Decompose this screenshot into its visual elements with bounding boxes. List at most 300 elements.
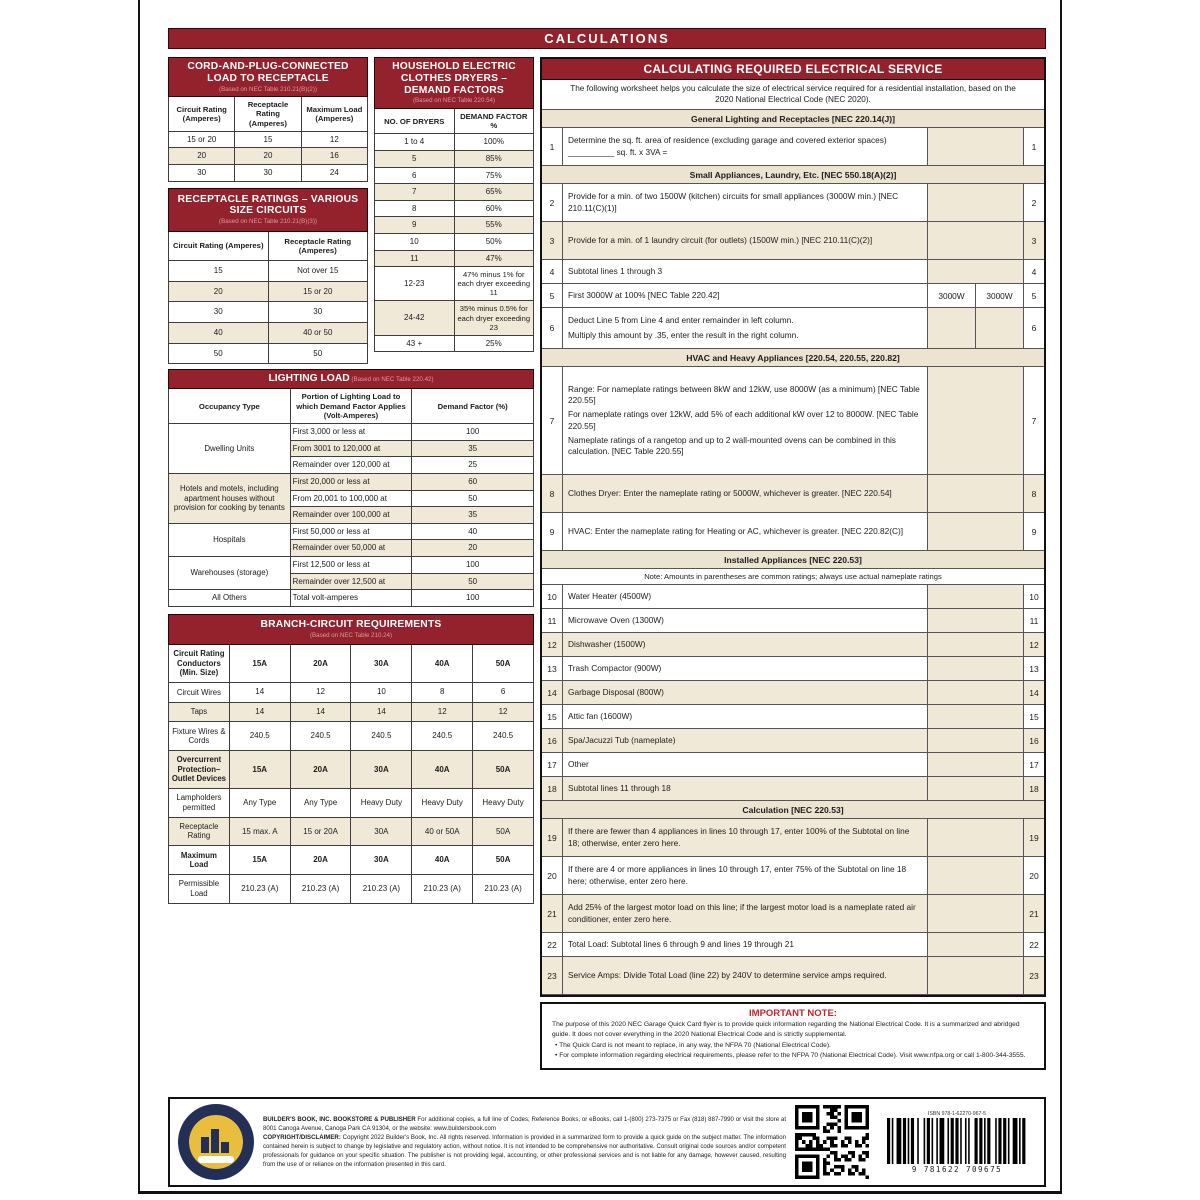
td-el: 50A	[473, 750, 534, 788]
line-number: 13	[547, 663, 557, 674]
tr-el	[375, 250, 534, 267]
important-note-title: IMPORTANT NOTE:	[749, 1008, 837, 1019]
td-el: 14	[229, 682, 290, 702]
rect-el	[823, 1140, 827, 1144]
td-el: First 3,000 or less at	[290, 424, 412, 441]
rect-el	[851, 1154, 855, 1158]
td-el: Maximum Load (Amperes)	[301, 97, 367, 132]
line-number: 3	[1024, 222, 1044, 259]
line-description	[562, 367, 928, 474]
rect-el	[830, 1140, 834, 1144]
td-el: Circuit Rating (Amperes)	[169, 97, 235, 132]
worksheet-section-header: HVAC and Heavy Appliances [220.54, 220.55, 220.82]	[542, 349, 1044, 367]
logo-inner-circle	[189, 1115, 243, 1169]
line-number: 16	[542, 729, 562, 752]
rect-el	[827, 1137, 831, 1141]
publisher-contact: For additional copies, a full line of Codes, Reference Books, or eBooks, call 1-(800) 273-7375 or Fax (818) 887-7990 or visit the store at 8001 Canoga Avenue, Canoga Park CA 91304, or the website: www.buildersbook.com	[263, 1115, 787, 1132]
td-el: 25%	[454, 335, 534, 352]
td-el: Occupancy Type	[169, 389, 291, 424]
rect-el	[855, 1144, 859, 1148]
rect-el	[865, 1151, 869, 1155]
rect-el	[858, 1172, 862, 1176]
p-el: Provide for a min. of 1 laundry circuit (for outlets) (1500W min.) [NEC 210.11(C)(2)]	[568, 234, 873, 245]
line-number: 2	[1031, 197, 1037, 208]
line-number: 1	[1031, 141, 1037, 152]
branch-circuit-requirements-table	[168, 614, 534, 904]
line-number: 22	[1029, 939, 1039, 950]
rect-el	[816, 1144, 820, 1148]
td-el: Lampholders permitted	[169, 788, 230, 817]
line-number: 11	[547, 615, 557, 626]
div-el: (Based on NEC Table 210.24)	[309, 632, 393, 640]
rect-el	[848, 1168, 852, 1172]
td-el: 14	[290, 702, 351, 722]
rect-el	[830, 1151, 834, 1155]
tr-el	[169, 322, 368, 343]
rect-el	[806, 1147, 810, 1151]
rect-el	[965, 1118, 967, 1164]
td-el: Dwelling Units	[169, 424, 291, 474]
td-el: 210.23 (A)	[412, 874, 473, 903]
td-el: 50	[412, 490, 534, 507]
tr-el	[169, 148, 368, 165]
line-description	[562, 475, 928, 512]
td-el: Remainder over 50,000 at	[290, 540, 412, 557]
worksheet-value: 3000W	[928, 284, 976, 307]
rect-el	[827, 1112, 831, 1116]
td-el: 40A	[412, 644, 473, 682]
tr-el	[169, 97, 368, 132]
rect-el	[841, 1165, 845, 1169]
worksheet-entry-cell	[928, 585, 1024, 608]
isbn-text: ISBN 978-1-62270-967-5	[928, 1110, 986, 1117]
td-el: 30A	[351, 846, 412, 875]
line-number: 22	[547, 939, 557, 950]
worksheet-entry-cell	[928, 513, 1024, 550]
line-description	[562, 705, 928, 728]
line-number: 17	[547, 759, 557, 770]
td-el: Receptacle Rating (Amperes)	[235, 97, 301, 132]
td-el: 16	[301, 148, 367, 165]
line-description	[562, 260, 928, 283]
td-el: 35	[412, 440, 534, 457]
worksheet-section-header: Installed Appliances [NEC 220.53]	[542, 551, 1044, 569]
worksheet-entry-cell	[928, 777, 1024, 800]
rect-el	[830, 1126, 834, 1130]
worksheet-entry-cell	[928, 705, 1024, 728]
rect-el	[1008, 1118, 1010, 1164]
rect-el	[844, 1154, 848, 1158]
rect-el	[799, 1147, 803, 1151]
p-el: Garbage Disposal (800W)	[568, 686, 664, 697]
p-el: Trash Compactor (900W)	[568, 662, 662, 673]
p-el: Nameplate ratings of a rangetop and up to 2 wall-mounted ovens can be combined in this calculation. [NEC Table 220.55]	[568, 434, 896, 456]
rect-el	[834, 1137, 838, 1141]
td-el: 6	[473, 682, 534, 702]
td-el: 100	[412, 590, 534, 607]
td-el: Maximum Load	[169, 846, 230, 875]
td-el: 85%	[454, 150, 534, 167]
td-el: 30A	[351, 750, 412, 788]
tr-el	[375, 301, 534, 335]
td-el: 240.5	[229, 722, 290, 751]
td-el: 15	[235, 131, 301, 148]
td-el: 50A	[473, 846, 534, 875]
worksheet-entry-cell	[928, 222, 1024, 259]
td-el: 9	[375, 217, 455, 234]
td-el: 8	[375, 200, 455, 217]
logo-building-icon	[201, 1137, 209, 1153]
rect-el	[834, 1116, 838, 1120]
rect-el	[844, 1158, 848, 1162]
rect-el	[837, 1165, 841, 1169]
p-el: Service Amps: Divide Total Load (line 22) by 240V to determine service amps required.	[568, 969, 887, 980]
worksheet-entry-cell	[928, 957, 1024, 994]
tr-el	[169, 164, 368, 181]
line-number: 12	[1024, 633, 1044, 656]
publisher-footer	[168, 1097, 1046, 1187]
rect-el	[830, 1123, 834, 1127]
td-el: 12	[473, 702, 534, 722]
td-el: 20	[169, 281, 269, 302]
rect-el	[960, 1118, 962, 1164]
rect-el	[827, 1154, 831, 1158]
p-el: Other	[568, 758, 589, 769]
p-el: Provide for a min. of two 1500W (kitchen) circuits for small appliances (3000W min.) [NEC 210.11(C)(1)]	[568, 191, 899, 213]
td-el: 65%	[454, 184, 534, 201]
tr-el	[375, 58, 534, 109]
td-el: 20	[412, 540, 534, 557]
td-el: 40 or 50	[268, 322, 368, 343]
rect-el	[830, 1137, 834, 1141]
line-description	[562, 284, 928, 307]
line-number: 21	[1024, 895, 1044, 932]
td-el: 50A	[473, 817, 534, 846]
rect-el	[855, 1140, 859, 1144]
tr-el	[169, 750, 534, 788]
worksheet-line-16	[542, 729, 1044, 753]
rect-el	[911, 1118, 914, 1164]
worksheet-section-header: Calculation [NEC 220.53]	[542, 801, 1044, 819]
line-description	[562, 308, 928, 348]
rect-el	[865, 1154, 869, 1158]
rect-el	[823, 1158, 827, 1162]
p-el: HVAC: Enter the nameplate rating for Heating or AC, whichever is greater. [NEC 220.82(C)]	[568, 525, 904, 536]
rect-el	[1022, 1118, 1025, 1164]
rect-el	[855, 1168, 859, 1172]
rect-el	[795, 1144, 799, 1148]
tr-el	[169, 131, 368, 148]
rect-el	[851, 1151, 855, 1155]
worksheet-entry-cell	[928, 609, 1024, 632]
rect-el	[823, 1172, 827, 1176]
td-el: 50A	[473, 644, 534, 682]
rect-el	[940, 1118, 945, 1164]
line-number: 10	[547, 591, 557, 602]
div-el: (Based on NEC Table 210.21(B)(3))	[219, 218, 317, 226]
td-el: First 50,000 or less at	[290, 523, 412, 540]
tr-el	[169, 817, 534, 846]
rect-el	[823, 1165, 827, 1169]
rect-el	[979, 1118, 982, 1164]
rect-el	[995, 1118, 997, 1164]
worksheet-line-1	[542, 128, 1044, 166]
tr-el	[169, 389, 534, 424]
line-number: 23	[542, 957, 562, 994]
tr-el	[169, 523, 534, 540]
line-number: 3	[542, 222, 562, 259]
td-el: Heavy Duty	[473, 788, 534, 817]
p-el: Subtotal lines 1 through 3	[568, 265, 663, 276]
rect-el	[892, 1118, 894, 1164]
rect-el	[834, 1144, 838, 1148]
worksheet-entry-cell	[928, 933, 1024, 956]
td-el: 30	[235, 164, 301, 181]
td-el: 50%	[454, 233, 534, 250]
worksheet-line-19	[542, 819, 1044, 857]
rect-el	[827, 1172, 831, 1176]
receptacle-ratings-table	[168, 188, 368, 365]
line-description	[562, 657, 928, 680]
qr-code	[795, 1105, 869, 1179]
p-el: Spa/Jacuzzi Tub (nameplate)	[568, 734, 676, 745]
barcode-block	[878, 1111, 1036, 1174]
worksheet-line-2	[542, 184, 1044, 222]
worksheet-entry-cell	[928, 857, 1024, 894]
line-number: 1	[549, 141, 555, 152]
worksheet-entry-cell	[928, 308, 976, 348]
rect-el	[851, 1112, 862, 1123]
rect-el	[816, 1140, 820, 1144]
rect-el	[862, 1168, 866, 1172]
p-el: Water Heater (4500W)	[568, 590, 652, 601]
td-el: 100%	[454, 134, 534, 151]
worksheet-entry-cell	[976, 308, 1024, 348]
worksheet-note: Note: Amounts in parentheses are common ratings; always use actual nameplate ratings	[542, 569, 1044, 585]
td-el: 240.5	[473, 722, 534, 751]
worksheet-line-22	[542, 933, 1044, 957]
div-el: HOUSEHOLD ELECTRIC CLOTHES DRYERS – DEMAND FACTORS	[392, 61, 516, 96]
tr-el	[375, 108, 534, 133]
tr-el	[169, 302, 368, 323]
td-el: From 3001 to 120,000 at	[290, 440, 412, 457]
line-number: 12	[542, 633, 562, 656]
rect-el	[1019, 1118, 1021, 1164]
td-el: 15 or 20	[169, 131, 235, 148]
tbody-el	[169, 188, 368, 364]
td-el: Hospitals	[169, 523, 291, 556]
rect-el	[827, 1105, 831, 1109]
dryer-demand-factors-table	[374, 57, 534, 352]
barcode	[887, 1118, 1027, 1164]
tr-el	[169, 343, 368, 364]
line-description	[562, 513, 928, 550]
td-el: Total volt-amperes	[290, 590, 412, 607]
td-el	[375, 58, 534, 109]
td-el: Circuit Wires	[169, 682, 230, 702]
rect-el	[830, 1168, 834, 1172]
line-description	[562, 729, 928, 752]
worksheet-line-18	[542, 777, 1044, 801]
p-el: Add 25% of the largest motor load on this line; if the largest motor load is a nameplate rated air conditioner, enter zero here.	[568, 902, 916, 924]
rect-el	[936, 1118, 938, 1164]
rect-el	[897, 1118, 902, 1164]
line-number: 9	[1031, 526, 1037, 537]
tr-el	[169, 722, 534, 751]
td-el: All Others	[169, 590, 291, 607]
line-number: 17	[1029, 759, 1039, 770]
p-el: Multiply this amount by .35, enter the result in the right column.	[568, 329, 799, 340]
rect-el	[903, 1118, 906, 1164]
td-el: Portion of Lighting Load to which Demand Factor Applies (Volt-Amperes)	[290, 389, 412, 424]
tr-el	[169, 231, 368, 260]
p-el: Determine the sq. ft. area of residence (excluding garage and covered exterior spaces) __________ sq. ft. x 3VA =	[568, 135, 887, 157]
line-number: 10	[1029, 591, 1039, 602]
span-el: LIGHTING LOAD	[268, 373, 350, 385]
rect-el	[968, 1118, 970, 1164]
rect-el	[987, 1118, 990, 1164]
td-el: First 12,500 or less at	[290, 556, 412, 573]
builders-book-logo	[178, 1104, 254, 1180]
line-number: 2	[549, 197, 555, 208]
td-el: Receptacle Rating	[169, 817, 230, 846]
rect-el	[823, 1168, 827, 1172]
top-tables-row	[168, 57, 534, 364]
scan-edge-left	[138, 0, 140, 1194]
rect-el	[823, 1105, 827, 1109]
td-el	[169, 58, 368, 97]
rect-el	[837, 1130, 841, 1134]
td-el	[169, 614, 534, 644]
td-el: 50	[412, 573, 534, 590]
rect-el	[848, 1151, 852, 1155]
rect-el	[806, 1133, 810, 1137]
worksheet-value: 3000W	[976, 284, 1024, 307]
td-el: Heavy Duty	[412, 788, 473, 817]
barcode-digits: 9 781622 709675	[911, 1164, 1003, 1174]
rect-el	[862, 1172, 866, 1176]
rect-el	[1013, 1118, 1018, 1164]
scan-edge-right	[1060, 0, 1062, 1194]
rect-el	[823, 1161, 827, 1165]
rect-el	[858, 1158, 862, 1162]
rect-el	[924, 1118, 926, 1164]
td-el: 240.5	[412, 722, 473, 751]
div-el: RECEPTACLE RATINGS – VARIOUS SIZE CIRCUITS	[177, 193, 359, 217]
tbody-el	[169, 614, 534, 903]
rect-el	[862, 1158, 866, 1162]
p-el: Microwave Oven (1300W)	[568, 614, 664, 625]
tbody-el	[169, 370, 534, 607]
rect-el	[813, 1147, 817, 1151]
td-el: 60%	[454, 200, 534, 217]
rect-el	[998, 1118, 1001, 1164]
service-calculation-worksheet	[540, 57, 1046, 997]
line-description	[562, 633, 928, 656]
line-number: 14	[1024, 681, 1044, 704]
td-el: First 20,000 or less at	[290, 473, 412, 490]
td-el: 15A	[229, 644, 290, 682]
p-el: If there are fewer than 4 appliances in lines 10 through 17, enter 100% of the Subtotal on line 18; otherwise, enter zero here.	[568, 826, 910, 848]
worksheet-entry-cell	[928, 367, 1024, 474]
worksheet-line-14	[542, 681, 1044, 705]
rect-el	[932, 1118, 934, 1164]
td-el: 43 +	[375, 335, 455, 352]
rect-el	[834, 1109, 838, 1113]
td-el: Taps	[169, 702, 230, 722]
rect-el	[955, 1118, 958, 1164]
td-el: 40A	[412, 846, 473, 875]
tr-el	[169, 370, 534, 389]
td-el: 10	[375, 233, 455, 250]
worksheet-line-6	[542, 308, 1044, 349]
worksheet-entry-cell	[928, 895, 1024, 932]
td-el: 30A	[351, 817, 412, 846]
worksheet-line-11	[542, 609, 1044, 633]
div-el: BRANCH-CIRCUIT REQUIREMENTS	[260, 619, 442, 631]
td-el: 14	[229, 702, 290, 722]
td-el: 5	[375, 150, 455, 167]
rect-el	[841, 1168, 845, 1172]
td-el: Any Type	[229, 788, 290, 817]
rect-el	[802, 1133, 806, 1137]
td-el: Remainder over 12,500 at	[290, 573, 412, 590]
tr-el	[375, 134, 534, 151]
worksheet-line-21	[542, 895, 1044, 933]
line-number: 13	[1029, 663, 1039, 674]
tr-el	[169, 590, 534, 607]
rect-el	[855, 1165, 859, 1169]
worksheet-entry-cell	[928, 184, 1024, 221]
rect-el	[862, 1140, 866, 1144]
div-el: • For complete information regarding electrical requirements, please refer to the NFPA 70 (National Electrical Code). Visit www.nfpa.org or call 1-800-344-3555.	[555, 1052, 1026, 1060]
rect-el	[795, 1133, 799, 1137]
line-number: 4	[1031, 266, 1037, 277]
td-el: Overcurrent Protection– Outlet Devices	[169, 750, 230, 788]
rect-el	[809, 1147, 813, 1151]
worksheet-entry-cell	[928, 753, 1024, 776]
td-el: Not over 15	[268, 261, 368, 282]
rect-el	[820, 1144, 824, 1148]
td-el: 15 max. A	[229, 817, 290, 846]
tr-el	[375, 184, 534, 201]
rect-el	[841, 1144, 845, 1148]
rect-el	[827, 1123, 831, 1127]
page-title: CALCULATIONS	[168, 28, 1046, 49]
line-number: 20	[547, 870, 557, 881]
rect-el	[795, 1140, 799, 1144]
td-el: 14	[351, 702, 412, 722]
td-el: 20A	[290, 644, 351, 682]
rect-el	[816, 1147, 820, 1151]
line-number: 18	[1024, 777, 1044, 800]
logo-building-icon	[221, 1142, 229, 1153]
rect-el	[887, 1118, 890, 1164]
rect-el	[927, 1118, 930, 1164]
td-el: 240.5	[351, 722, 412, 751]
tr-el	[169, 188, 368, 231]
td-el: 15A	[229, 846, 290, 875]
td-el: 55%	[454, 217, 534, 234]
worksheet-line-9	[542, 513, 1044, 551]
rect-el	[816, 1137, 820, 1141]
worksheet-section-header: Small Appliances, Laundry, Etc. [NEC 550.18(A)(2)]	[542, 166, 1044, 184]
rect-el	[984, 1118, 986, 1164]
tr-el	[169, 682, 534, 702]
p-el: Range: For nameplate ratings between 8kW and 12kW, use 8000W (as a minimum) [NEC Table 220.55]	[568, 383, 920, 406]
rect-el	[823, 1147, 827, 1151]
rect-el	[951, 1118, 954, 1164]
